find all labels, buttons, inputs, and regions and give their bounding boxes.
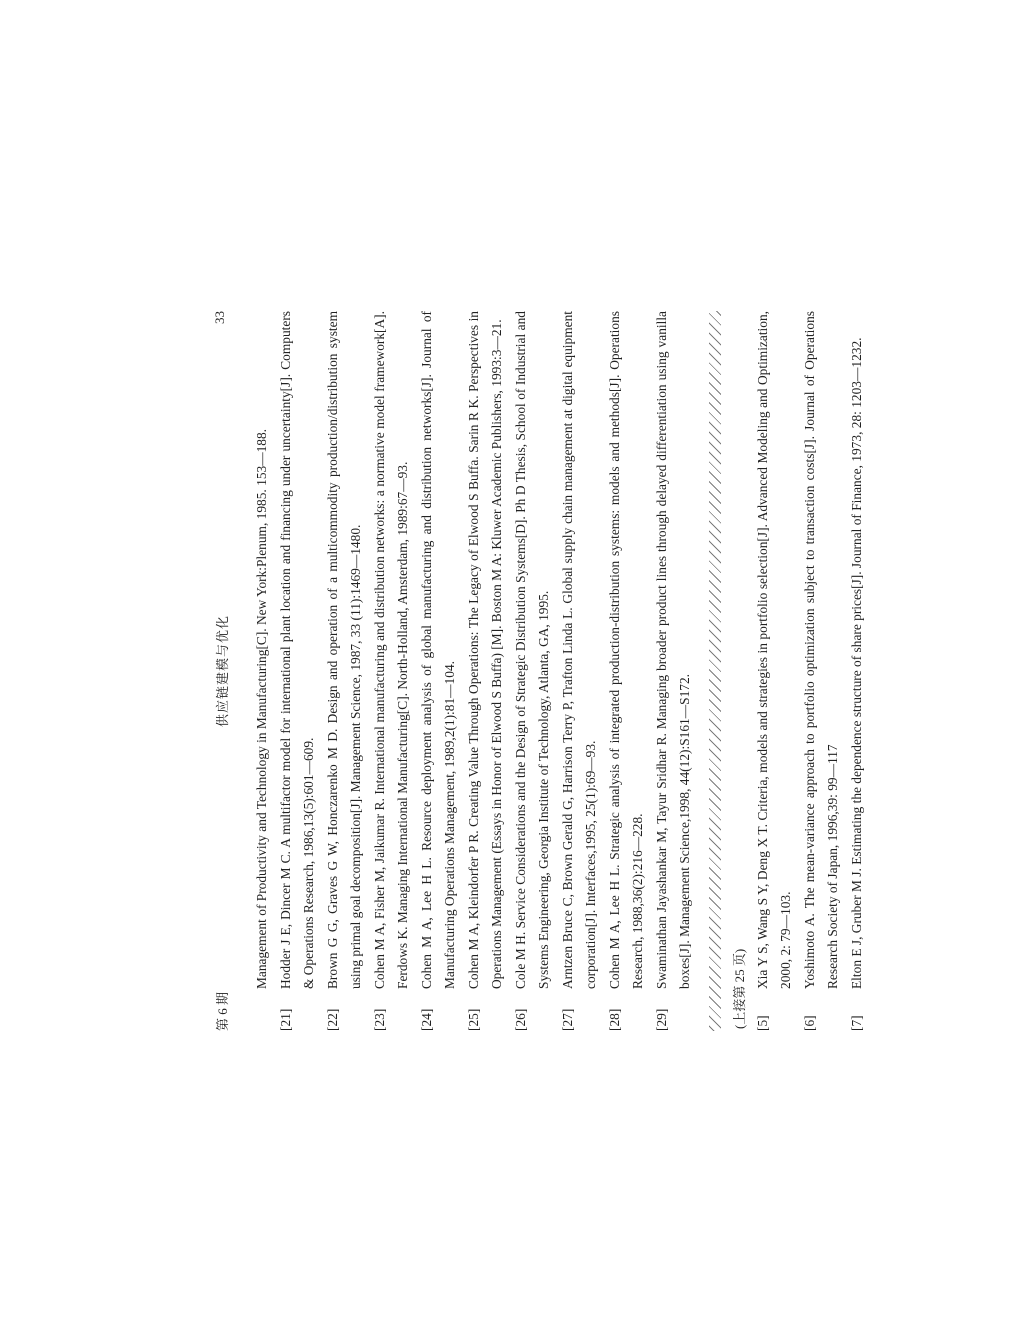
reference-text: Brown G G, Graves G W, Honczarenko M D. Design and operation of a multicommodity production/distribution system using primal goal decomposition[J]. Management Science, 1987, 33 (11):1469—1480. xyxy=(324,311,363,989)
reference-text: Cohen M A, Lee H L. Strategic analysis of integrated production-distribution systems: models and methods[J]. Operations Research, 1988,36(2):216—228. xyxy=(606,311,645,989)
reference-text: Management of Productivity and Technology in Manufacturing[C]. New York:Plenum, 1985. 153—188. xyxy=(254,428,269,989)
reference-number: [7] xyxy=(848,1015,864,1031)
reference-number: [26] xyxy=(512,1008,528,1031)
reference-text: Cohen M A, Lee H L. Resource deployment analysis of global manufacturing and distribution networks[J]. Journal of Manufacturing Operations Management, 1989,2(1):81—104. xyxy=(418,311,457,989)
issue-label: 第 6 期 xyxy=(215,991,230,1031)
continuation-note: (上接第 25 页) xyxy=(731,948,747,1029)
reference-item xyxy=(321,311,368,1031)
reference-text: Hodder J E, Dincer M C. A multifactor model for international plant location and financing under uncertainty[J]. Computers & Operations Research, 1986,13(5):601—609. xyxy=(277,311,316,989)
reference-number: [29] xyxy=(653,1008,669,1031)
reference-item xyxy=(751,311,798,1031)
reference-number: [25] xyxy=(465,1008,481,1031)
reference-number: [21] xyxy=(277,1008,293,1031)
reference-number: [23] xyxy=(371,1008,387,1031)
journal-title: 供应链建模与优化 xyxy=(215,615,230,728)
reference-text: Cole M H. Service Considerations and the Design of Strategic Distribution Systems[D]. Ph D Thesis, School of Industrial and Systems Engineering, Georgia Institute of Technology, Atlanta, GA, 1995. xyxy=(512,311,551,989)
reference-item xyxy=(845,311,869,1031)
wavy-divider xyxy=(709,311,721,1031)
reference-number: [28] xyxy=(606,1008,622,1031)
reference-item xyxy=(650,311,697,1031)
page-header xyxy=(210,311,234,1031)
reference-text: Arntzen Bruce C, Brown Gerald G, Harrison Terry P, Trafton Linda L. Global supply chain management at digital equipment corporation[J]. Interfaces,1995, 25(1):69—93. xyxy=(559,311,598,989)
reference-item xyxy=(509,311,556,1031)
reference-item xyxy=(368,311,415,1031)
reference-number: [24] xyxy=(418,1008,434,1031)
reference-number: [27] xyxy=(559,1008,575,1031)
reference-item xyxy=(798,311,845,1031)
reference-text: Xia Y S, Wang S Y, Deng X T. Criteria, models and strategies in portfolio selection[J]. Advanced Modeling and Optimization, 2000, 2: 79—103. xyxy=(754,311,793,989)
reference-text: Cohen M A, Kleindorfer P R. Creating Value Through Operations: The Legacy of Elwood S Buffa. Sarin R K. Perspectives in Operations Management (Essays in Honor of Elwood S Buffa) [M]. Boston M A: Kluwer Academic Publishers, 1993:3—21. xyxy=(465,311,504,989)
reference-text: Elton E J, Gruber M J. Estimating the dependence structure of share prices[J]. Journal of Finance, 1973, 28: 1203—1232. xyxy=(848,337,864,989)
reference-text: Yoshimoto A. The mean-variance approach to portfolio optimization subject to transaction costs[J]. Journal of Operations Research Society of Japan, 1996,39: 99—117 xyxy=(801,311,840,989)
reference-item xyxy=(603,311,650,1031)
reference-list xyxy=(250,311,868,1031)
reference-item xyxy=(462,311,509,1031)
reference-text: Cohen M A, Fisher M, Jaikumar R. International manufacturing and distribution networks: a normative model framework[A]. Ferdows K. Managing International Manufacturing[C]. North-Holland, Amsterdam, 1989:67—93. xyxy=(371,311,410,989)
rotated-page xyxy=(210,311,910,1031)
reference-item xyxy=(415,311,462,1031)
reference-number: [6] xyxy=(801,1015,817,1031)
reference-item xyxy=(274,311,321,1031)
reference-number: [5] xyxy=(754,1015,770,1031)
reference-number: [22] xyxy=(324,1008,340,1031)
reference-item xyxy=(556,311,603,1031)
page-number: 33 xyxy=(212,311,227,324)
reference-text: Swaminathan Jayashankar M, Tayur Sridhar R. Managing broader product lines through delayed differentiation using vanilla boxes[J]. Management Science,1998, 44(12):S161—S172. xyxy=(653,311,692,989)
reference-item xyxy=(250,311,274,1031)
